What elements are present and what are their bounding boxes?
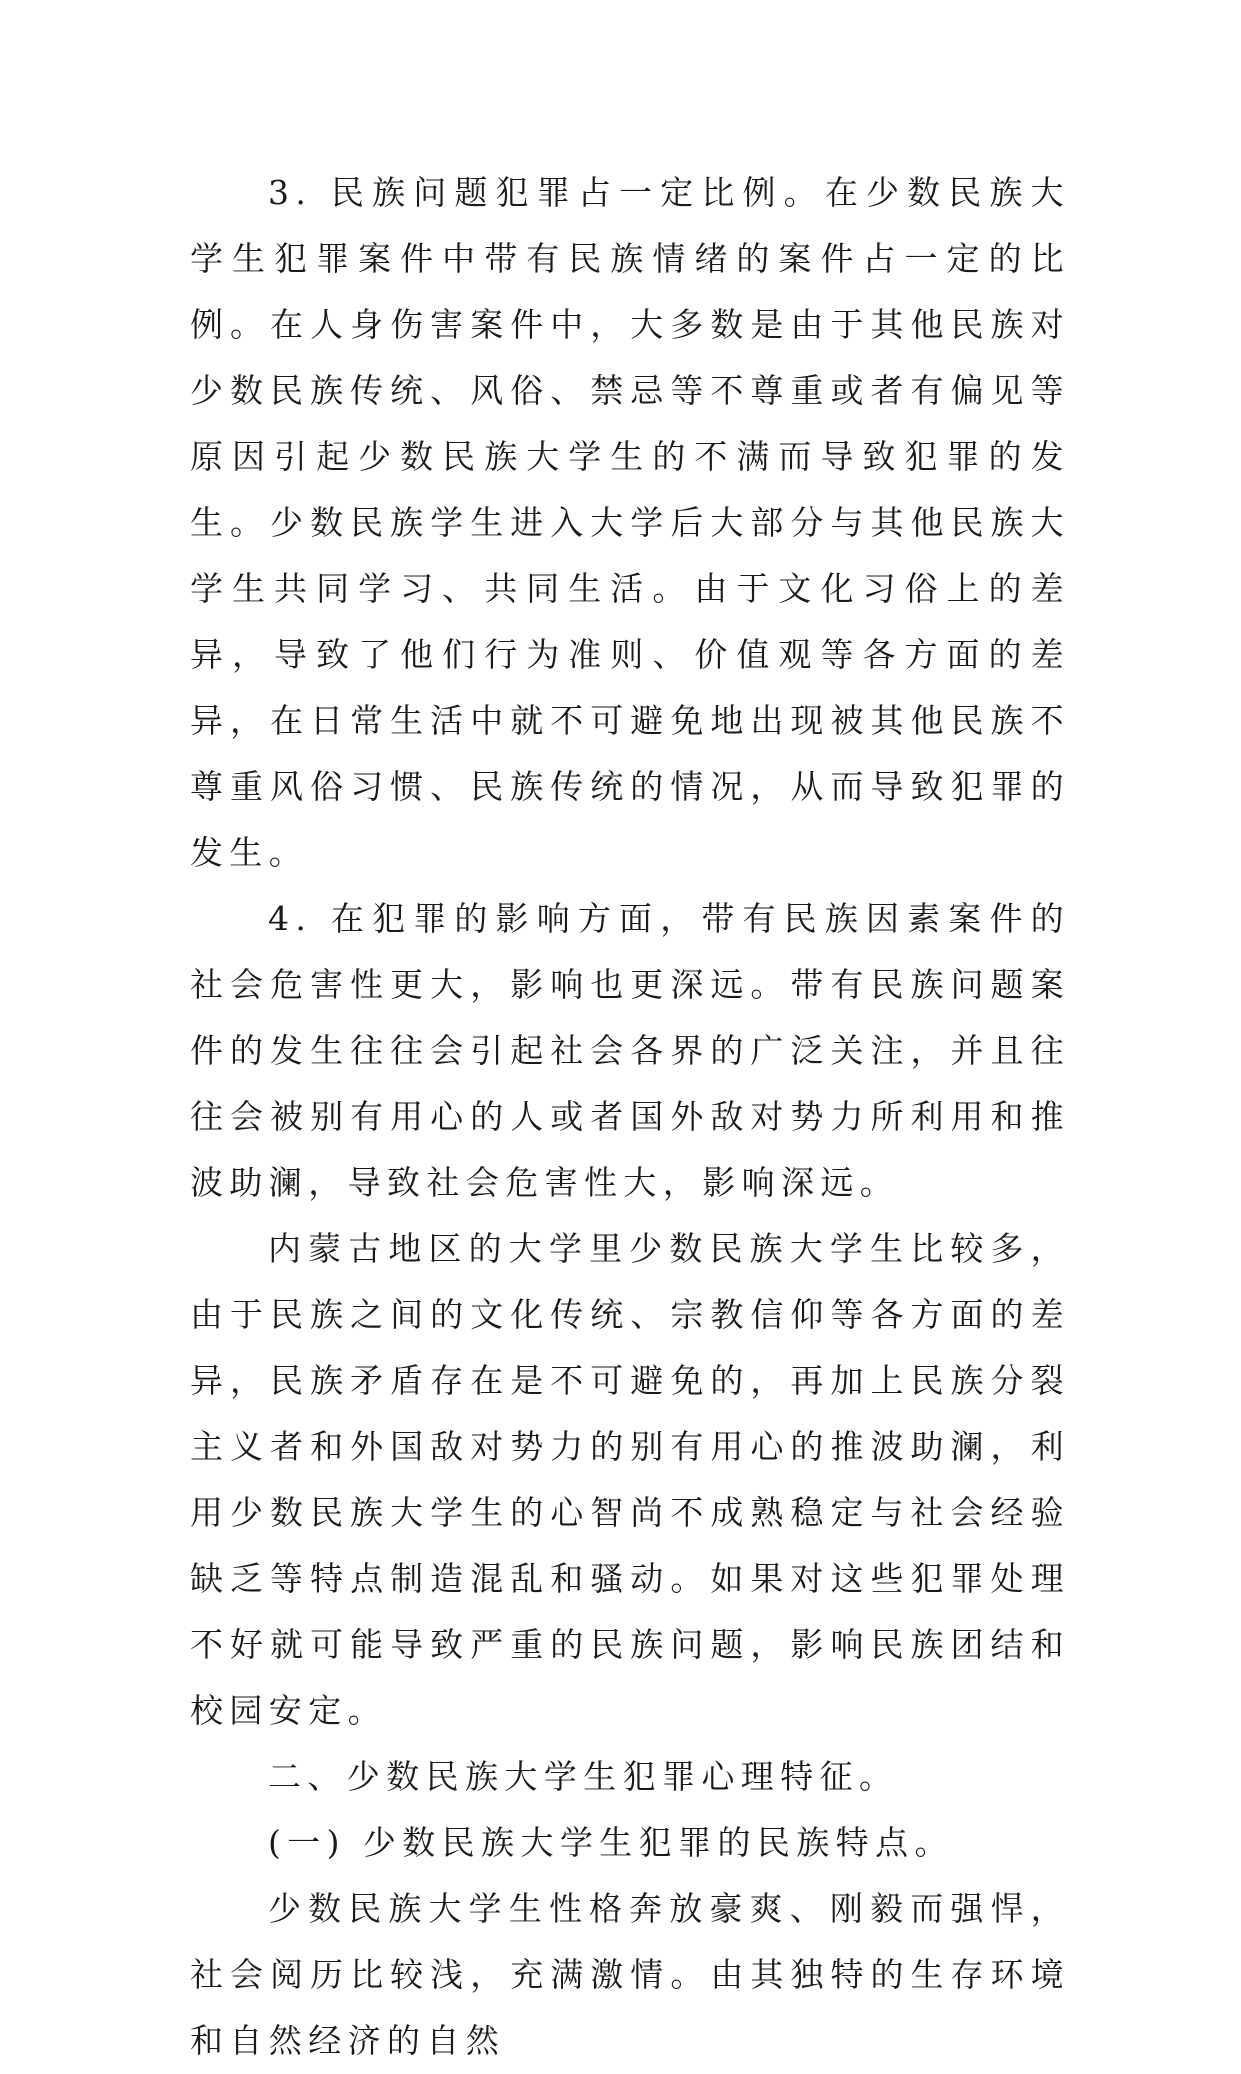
paragraph-ethnic-crime-proportion: 3. 民族问题犯罪占一定比例。在少数民族大学生犯罪案件中带有民族情绪的案件占一定的比例。在人身伤害案件中，大多数是由于其他民族对少数民族传统、风俗、禁忌等不尊重或者有偏见等原因引起少数民族大学生的不满而导致犯罪的发生。少数民族学生进入大学后大部分与其他民族大学生共同学习、共同生活。由于文化习俗上的差异，导致了他们行为准则、价值观等各方面的差异，在日常生活中就不可避免地出现被其他民族不尊重风俗习惯、民族传统的情况，从而导致犯罪的发生。 <box>190 173 1070 872</box>
paragraph-personality: 少数民族大学生性格奔放豪爽、刚毅而强悍，社会阅历比较浅，充满激情。由其独特的生存环境和自然经济的自然 <box>190 1889 1070 2060</box>
document-body <box>190 160 1070 2074</box>
paragraph-crime-impact: 4. 在犯罪的影响方面，带有民族因素案件的社会危害性更大，影响也更深远。带有民族问题案件的发生往往会引起社会各界的广泛关注，并且往往会被别有用心的人或者国外敌对势力所利用和推波助澜，导致社会危害性大，影响深远。 <box>190 899 1070 1202</box>
paragraph-inner-mongolia: 内蒙古地区的大学里少数民族大学生比较多，由于民族之间的文化传统、宗教信仰等各方面的差异，民族矛盾存在是不可避免的，再加上民族分裂主义者和外国敌对势力的别有用心的推波助澜，利用少数民族大学生的心智尚不成熟稳定与社会经验缺乏等特点制造混乱和骚动。如果对这些犯罪处理不好就可能导致严重的民族问题，影响民族团结和校园安定。 <box>190 1229 1070 1730</box>
section-heading-psychology: 二、少数民族大学生犯罪心理特征。 <box>268 1757 899 1796</box>
subsection-heading-ethnic-features: (一) 少数民族大学生犯罪的民族特点。 <box>268 1823 954 1862</box>
